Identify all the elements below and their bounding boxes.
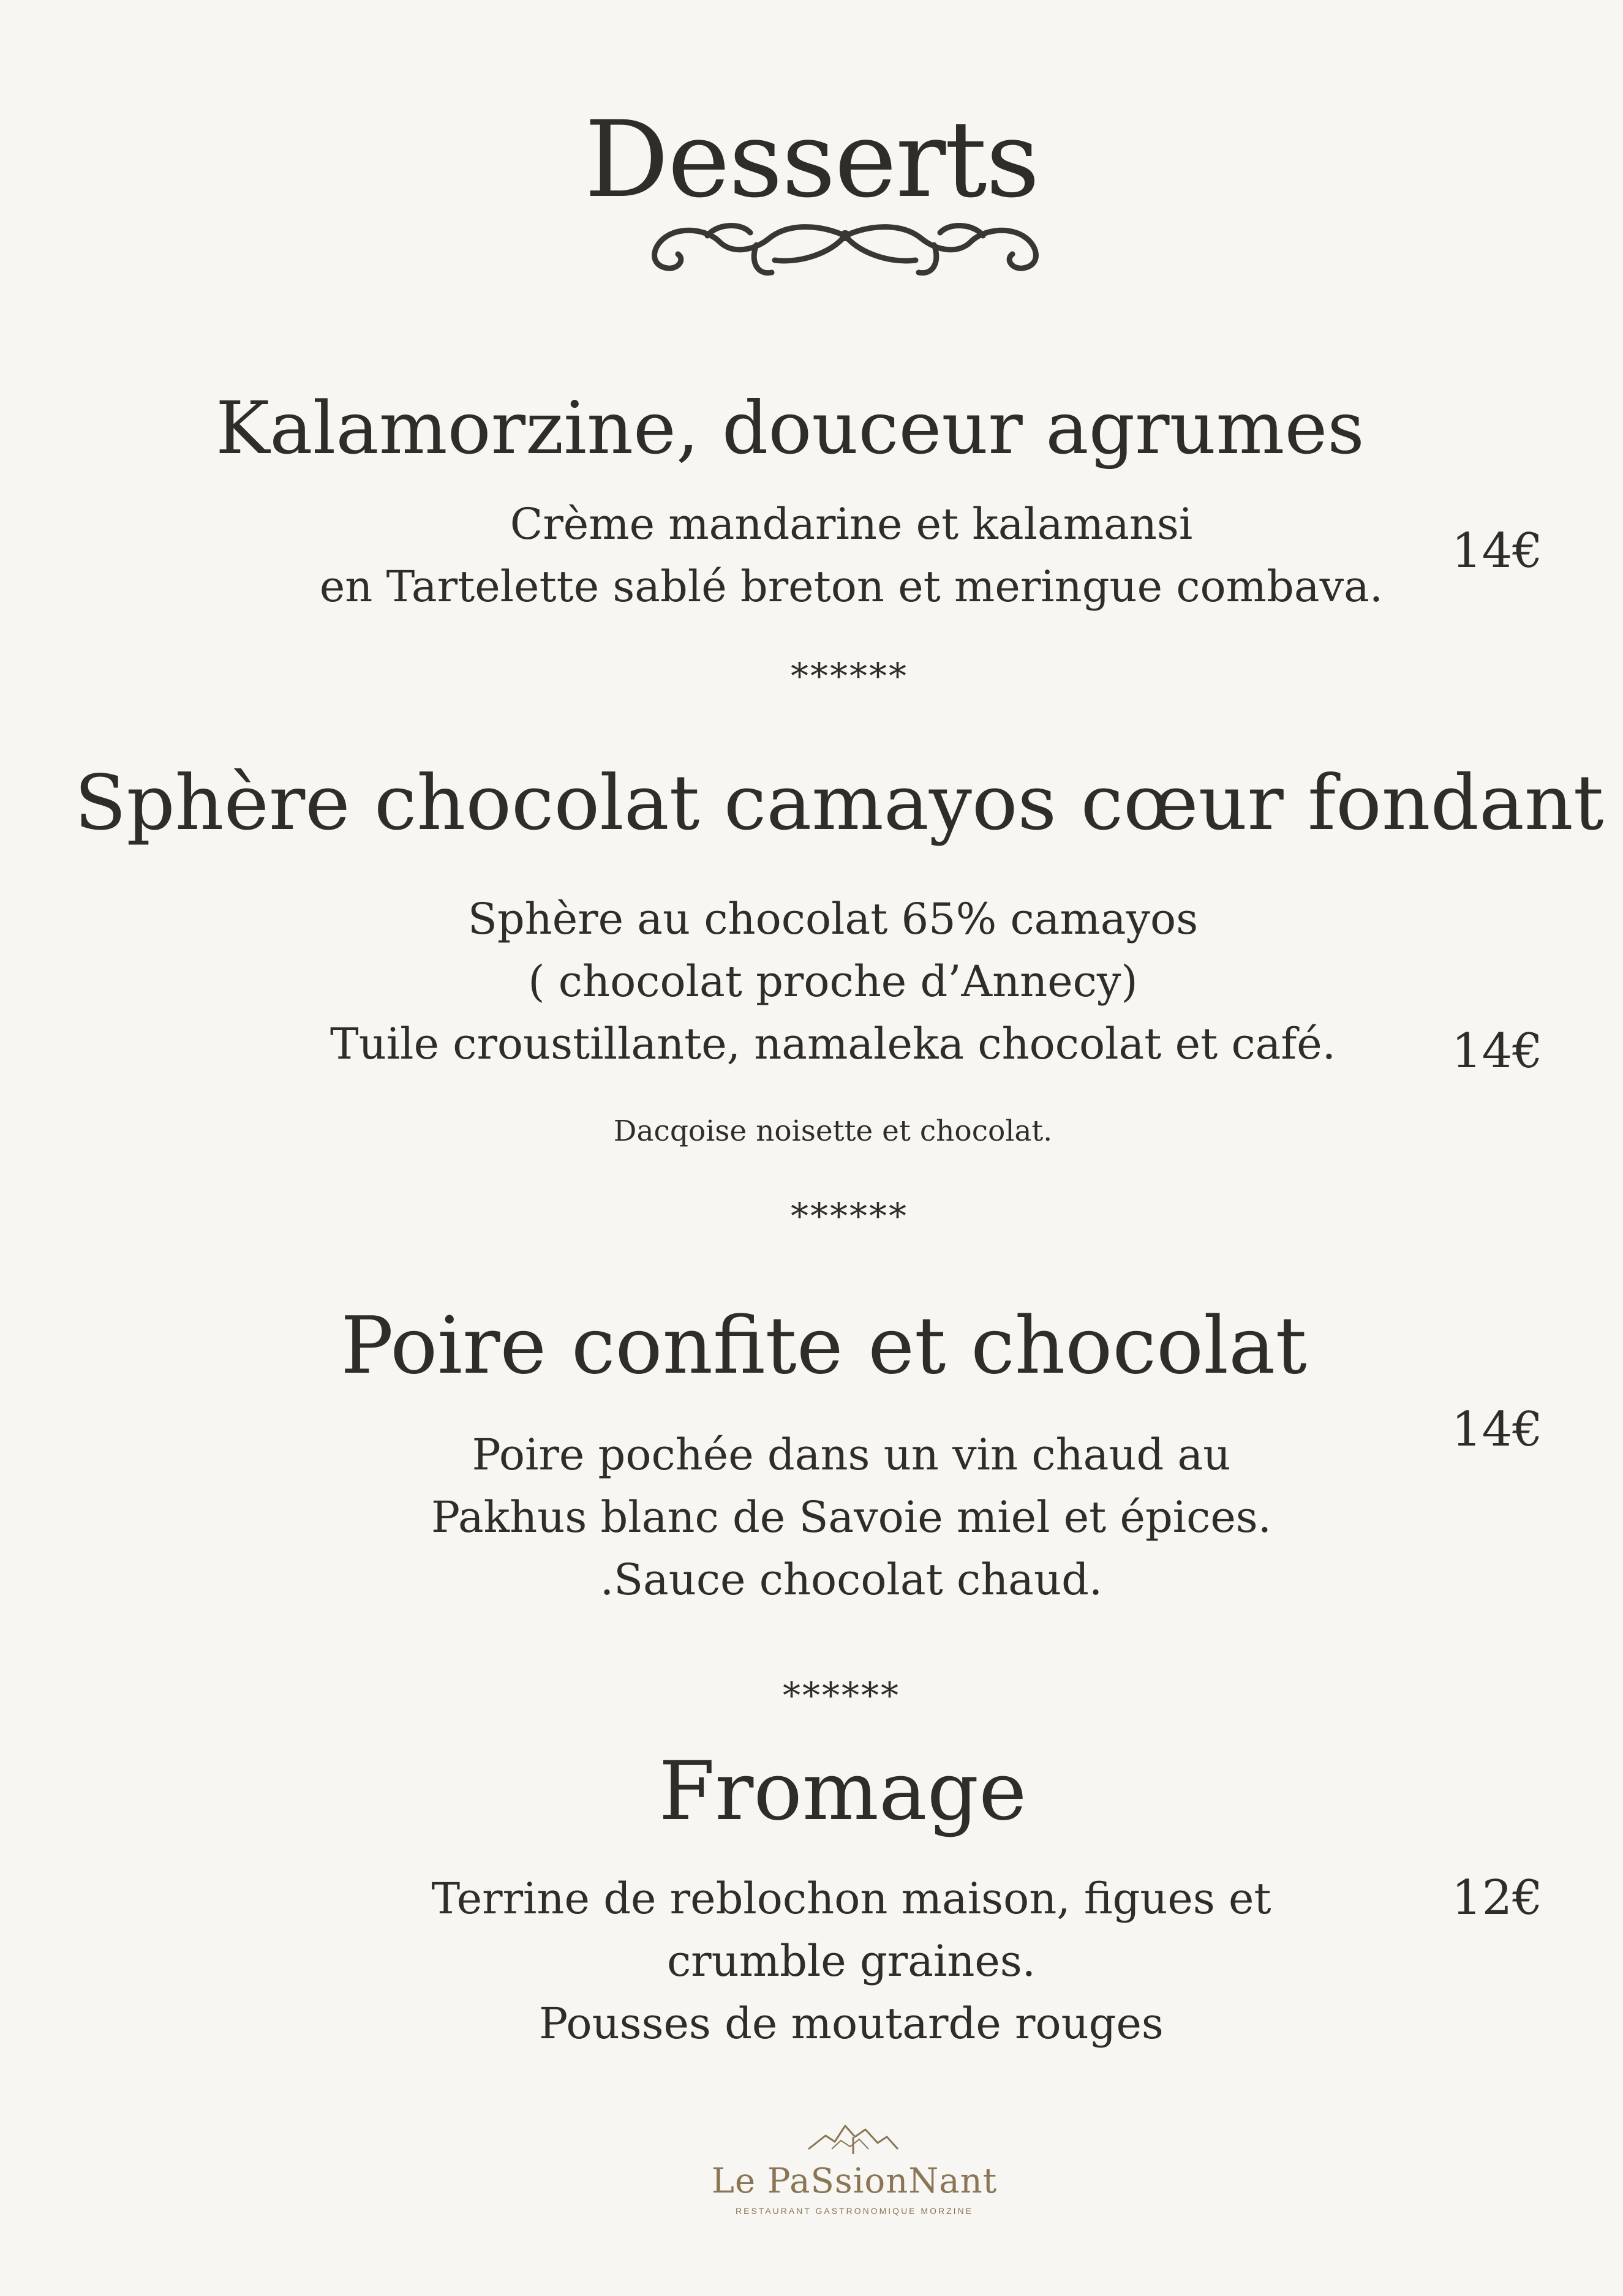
dish-note: Dacqoise noisette et chocolat. [613, 1114, 1053, 1148]
dish-price: 14€ [1452, 523, 1543, 579]
brand-name: Le PaSsionNant [711, 2161, 998, 2201]
dish-description: Sphère au chocolat 65% camayos ( chocolat proche d’Annecy) Tuile croustillante, namaleka chocolat et café. [330, 894, 1336, 1069]
dish-description: Poire pochée dans un vin chaud au Pakhus blanc de Savoie miel et épices. .Sauce chocolat chaud. [431, 1430, 1271, 1605]
separator: ****** [791, 655, 908, 697]
page-title: Desserts [584, 98, 1039, 221]
dish-price: 14€ [1452, 1024, 1543, 1079]
flourish-divider-icon [634, 211, 1056, 282]
mountain-logo-icon [807, 2118, 899, 2155]
dish-description: Crème mandarine et kalamansi en Tartelette sablé breton et meringue combava. [319, 499, 1384, 612]
dish-title: Poire confite et chocolat [341, 1300, 1307, 1392]
dish-title: Fromage [658, 1744, 1027, 1839]
separator: ****** [783, 1675, 900, 1716]
dish-price: 14€ [1452, 1402, 1543, 1457]
separator: ****** [791, 1195, 908, 1237]
dish-price: 12€ [1452, 1870, 1543, 1926]
dish-title: Kalamorzine, douceur agrumes [216, 386, 1365, 470]
dish-description: Terrine de reblochon maison, figues et crumble graines. Pousses de moutarde rouges [431, 1874, 1271, 2049]
dish-title: Sphère chocolat camayos cœur fondant [74, 759, 1604, 847]
brand-tagline: RESTAURANT GASTRONOMIQUE MORZINE [736, 2206, 973, 2216]
